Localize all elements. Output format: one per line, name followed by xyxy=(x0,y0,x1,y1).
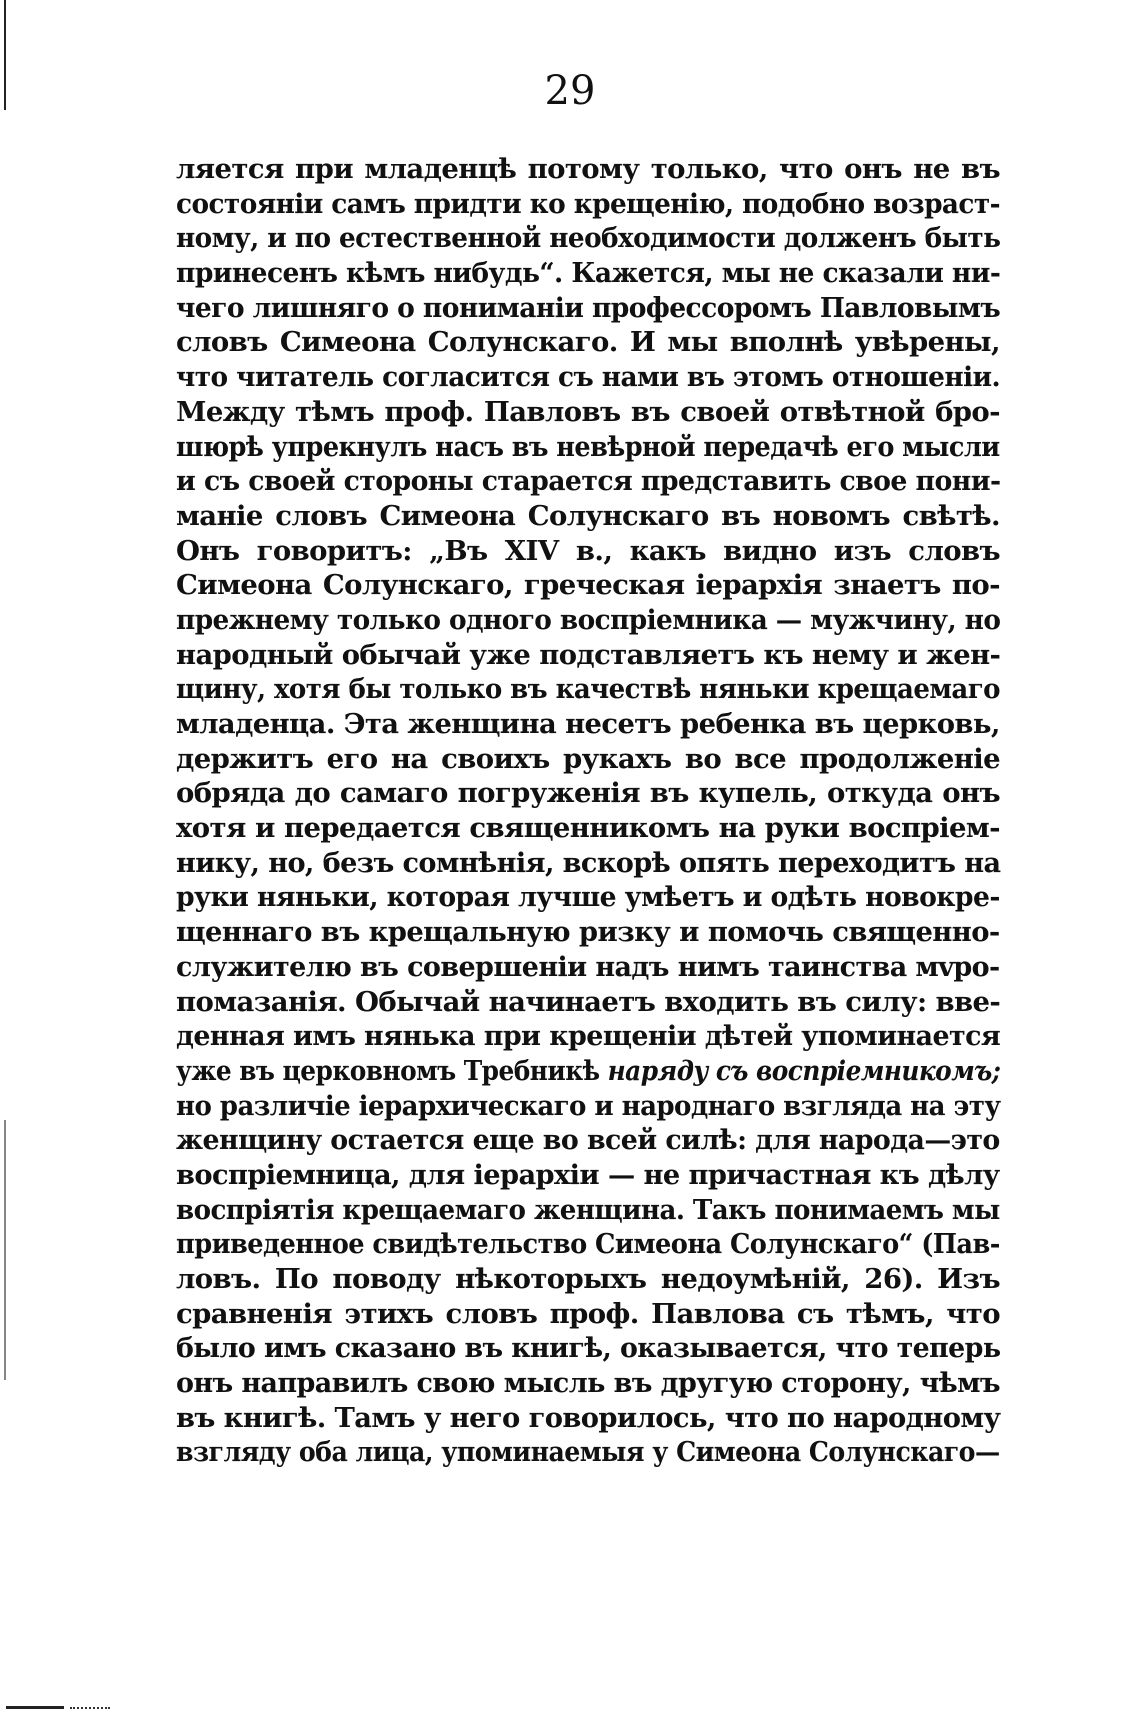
text-line: шюрѣ упрекнулъ насъ въ невѣрной передачѣ его мысли xyxy=(176,430,1000,463)
text-line: обряда до самаго погруженiя въ купель, откуда онъ xyxy=(176,777,1000,810)
text-line: младенца. Эта женщина несетъ ребенка въ церковь, xyxy=(176,708,1000,740)
text-line: словъ Симеона Солунскаго. И мы вполнѣ увѣрены, xyxy=(176,326,1000,359)
text-line: щину, хотя бы только въ качествѣ няньки крещаемаго xyxy=(176,673,1000,706)
text-line: ловъ. По поводу нѣкоторыхъ недоумѣнiй, 26). Изъ xyxy=(176,1263,1000,1295)
scan-edge-mark-left-lower xyxy=(4,1120,6,1380)
scan-edge-mark-bottom-dotted xyxy=(70,1707,110,1711)
text-line: народный обычай уже подставляетъ къ нему и жен- xyxy=(176,638,1001,671)
text-line: было имъ сказано въ книгѣ, оказывается, что теперь xyxy=(176,1332,1001,1365)
text-line: манiе словъ Симеона Солунскаго въ новомъ свѣтѣ. xyxy=(176,499,1000,532)
text-line: ному, и по естественной необходимости долженъ быть xyxy=(176,222,1001,255)
text-line: ляется при младенцѣ потому только, что онъ не въ xyxy=(176,153,1000,185)
text-line: служителю въ совершенiи надъ нимъ таинства мvро- xyxy=(176,950,1000,983)
text-line: щеннаго въ крещальную ризку и помочь священно- xyxy=(176,916,1000,949)
text-line: прежнему только одного воспрiемника — мужчину, но xyxy=(176,603,1001,636)
text-line: руки няньки, которая лучше умѣетъ и одѣть новокре- xyxy=(176,881,1000,914)
text-line: помазанiя. Обычай начинаетъ входить въ силу: вве- xyxy=(176,985,1001,1018)
scan-edge-mark-bottom xyxy=(6,1706,64,1709)
text-line: состоянiи самъ придти ко крещенiю, подобно возраст- xyxy=(176,187,1000,220)
text-line: Онъ говоритъ: „Въ XIV в., какъ видно изъ словъ xyxy=(176,534,1000,567)
text-line: держитъ его на своихъ рукахъ во все продолженiе xyxy=(176,742,1000,775)
text-line: взгляду оба лица, упоминаемыя у Симеона Солунскаго— xyxy=(176,1436,1000,1469)
text-line: воспрiятiя крещаемаго женщина. Такъ понимаемъ мы xyxy=(176,1193,1000,1226)
text-line: въ книгѣ. Тамъ у него говорилось, что по народному xyxy=(176,1401,1001,1434)
text-line: чего лишняго о пониманiи профессоромъ Павловымъ xyxy=(176,291,1001,324)
text-line: онъ направилъ свою мысль въ другую сторону, чѣмъ xyxy=(176,1367,1001,1400)
text-line: принесенъ кѣмъ нибудь“. Кажется, мы не сказали ни- xyxy=(176,257,1001,290)
text-line: Симеона Солунскаго, греческая iерархiя знаетъ по- xyxy=(176,569,1000,602)
text-line: хотя и передается священникомъ на руки воспрiем- xyxy=(176,812,1000,845)
text-line: приведенное свидѣтельство Симеона Солунскаго“ (Пав- xyxy=(176,1228,1000,1261)
text-line: Между тѣмъ проф. Павловъ въ своей отвѣтной бро- xyxy=(176,395,1000,428)
italic-phrase: наряду съ воспрiемникомъ; xyxy=(607,1054,1001,1087)
text-line-start: уже въ церковномъ Требникѣ xyxy=(176,1054,600,1087)
text-line: но различiе iерархическаго и народнаго взгляда на эту xyxy=(176,1089,1001,1122)
text-line: что читатель согласится съ нами въ этомъ отношенiи. xyxy=(176,361,1001,394)
text-line: и съ своей стороны старается представить свое пони- xyxy=(176,465,1001,498)
text-line-with-italic xyxy=(176,1054,1000,1089)
text-line: воспрiемница, для iерархiи — не причастная къ дѣлу xyxy=(176,1158,1000,1191)
body-text xyxy=(176,152,1000,1470)
text-line: женщину остается еще во всей силѣ: для народа—это xyxy=(176,1124,1000,1157)
text-line: денная имъ нянька при крещенiи дѣтей упоминается xyxy=(176,1020,1001,1053)
text-line: сравненiя этихъ словъ проф. Павлова съ тѣмъ, что xyxy=(176,1297,1000,1330)
page-number: 29 xyxy=(544,68,596,114)
text-line: нику, но, безъ сомнѣнiя, вскорѣ опять переходитъ на xyxy=(176,846,1001,879)
